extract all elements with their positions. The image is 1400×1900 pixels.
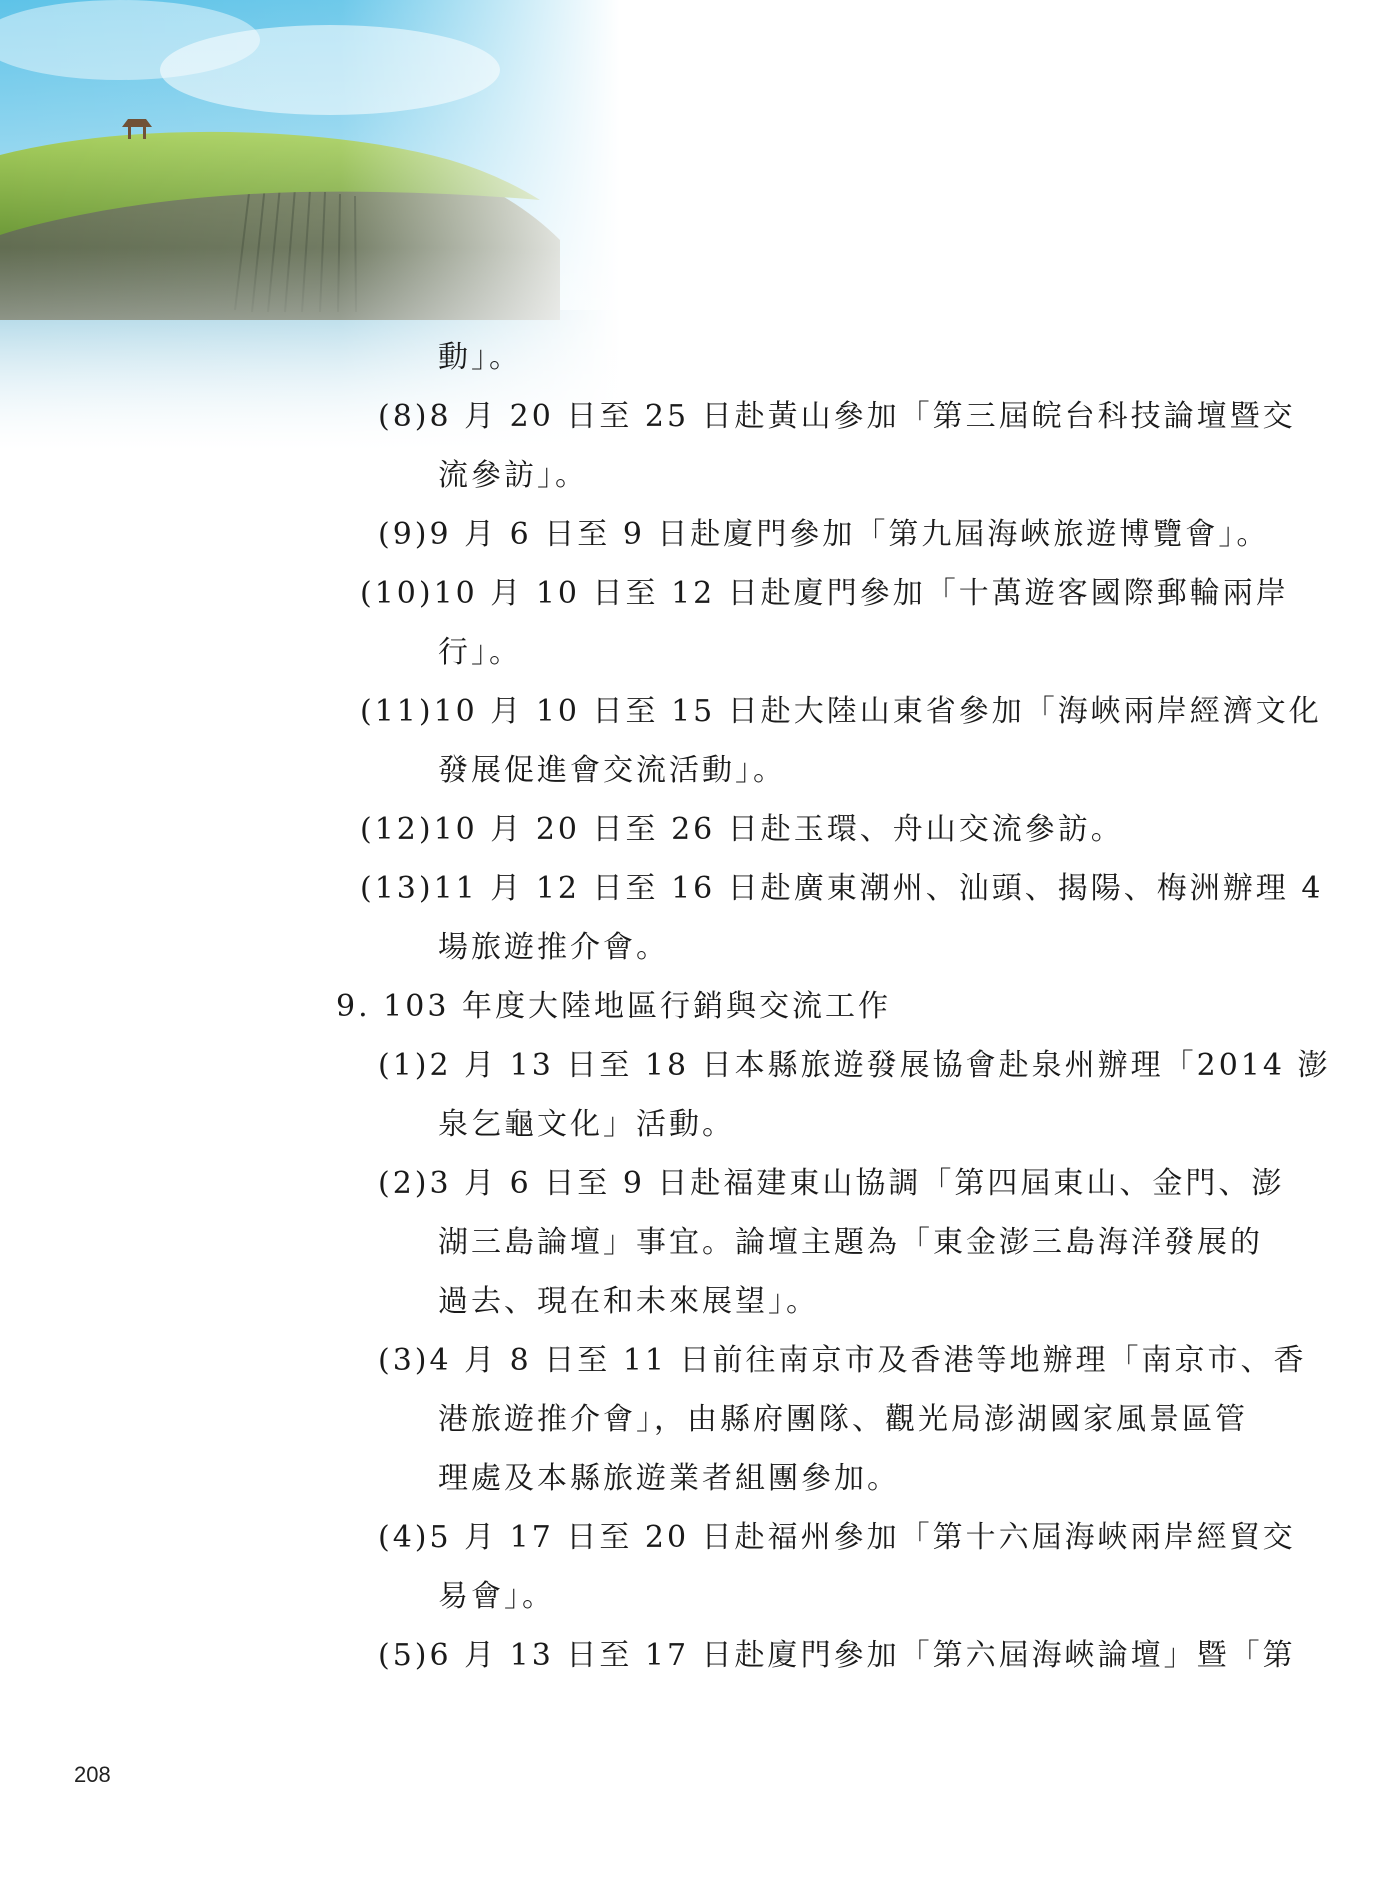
text-line: 港旅遊推介會」，由縣府團隊、觀光局澎湖國家風景區管 — [438, 1402, 1248, 1437]
section-heading: 9. 103 年度大陸地區行銷與交流工作 — [336, 989, 891, 1024]
text-line: 場旅遊推介會。 — [438, 930, 669, 965]
text-line: 動」。 — [438, 340, 522, 375]
text-line: 行」。 — [438, 635, 522, 670]
list-item-9: (9)9 月 6 日至 9 日赴廈門參加「第九屆海峽旅遊博覽會」。 — [378, 517, 1270, 552]
text-line: 湖三島論壇」事宜。論壇主題為「東金澎三島海洋發展的 — [438, 1225, 1263, 1260]
text-line: 理處及本縣旅遊業者組團參加。 — [438, 1461, 900, 1496]
list-item-4: (4)5 月 17 日至 20 日赴福州參加「第十六屆海峽兩岸經貿交 — [378, 1520, 1296, 1555]
list-item-2: (2)3 月 6 日至 9 日赴福建東山協調「第四屆東山、金門、澎 — [378, 1166, 1285, 1201]
list-item-10: (10)10 月 10 日至 12 日赴廈門參加「十萬遊客國際郵輪兩岸 — [360, 576, 1289, 611]
text-line: 過去、現在和未來展望」。 — [438, 1284, 819, 1319]
list-item-3: (3)4 月 8 日至 11 日前往南京市及香港等地辦理「南京市、香 — [378, 1343, 1307, 1378]
text-line: 發展促進會交流活動」。 — [438, 753, 786, 788]
list-item-12: (12)10 月 20 日至 26 日赴玉環、舟山交流參訪。 — [360, 812, 1124, 847]
list-item-1: (1)2 月 13 日至 18 日本縣旅遊發展協會赴泉州辦理「2014 澎 — [378, 1048, 1331, 1083]
text-line: 泉乞龜文化」活動。 — [438, 1107, 735, 1142]
page-number: 208 — [74, 1762, 111, 1787]
list-item-8: (8)8 月 20 日至 25 日赴黃山參加「第三屆皖台科技論壇暨交 — [378, 399, 1296, 434]
list-item-5: (5)6 月 13 日至 17 日赴廈門參加「第六屆海峽論壇」暨「第 — [378, 1638, 1296, 1673]
text-line: 流參訪」。 — [438, 458, 588, 493]
list-item-13: (13)11 月 12 日至 16 日赴廣東潮州、汕頭、揭陽、梅洲辦理 4 — [360, 871, 1324, 906]
list-item-11: (11)10 月 10 日至 15 日赴大陸山東省參加「海峽兩岸經濟文化 — [360, 694, 1322, 729]
text-line: 易會」。 — [438, 1579, 555, 1614]
